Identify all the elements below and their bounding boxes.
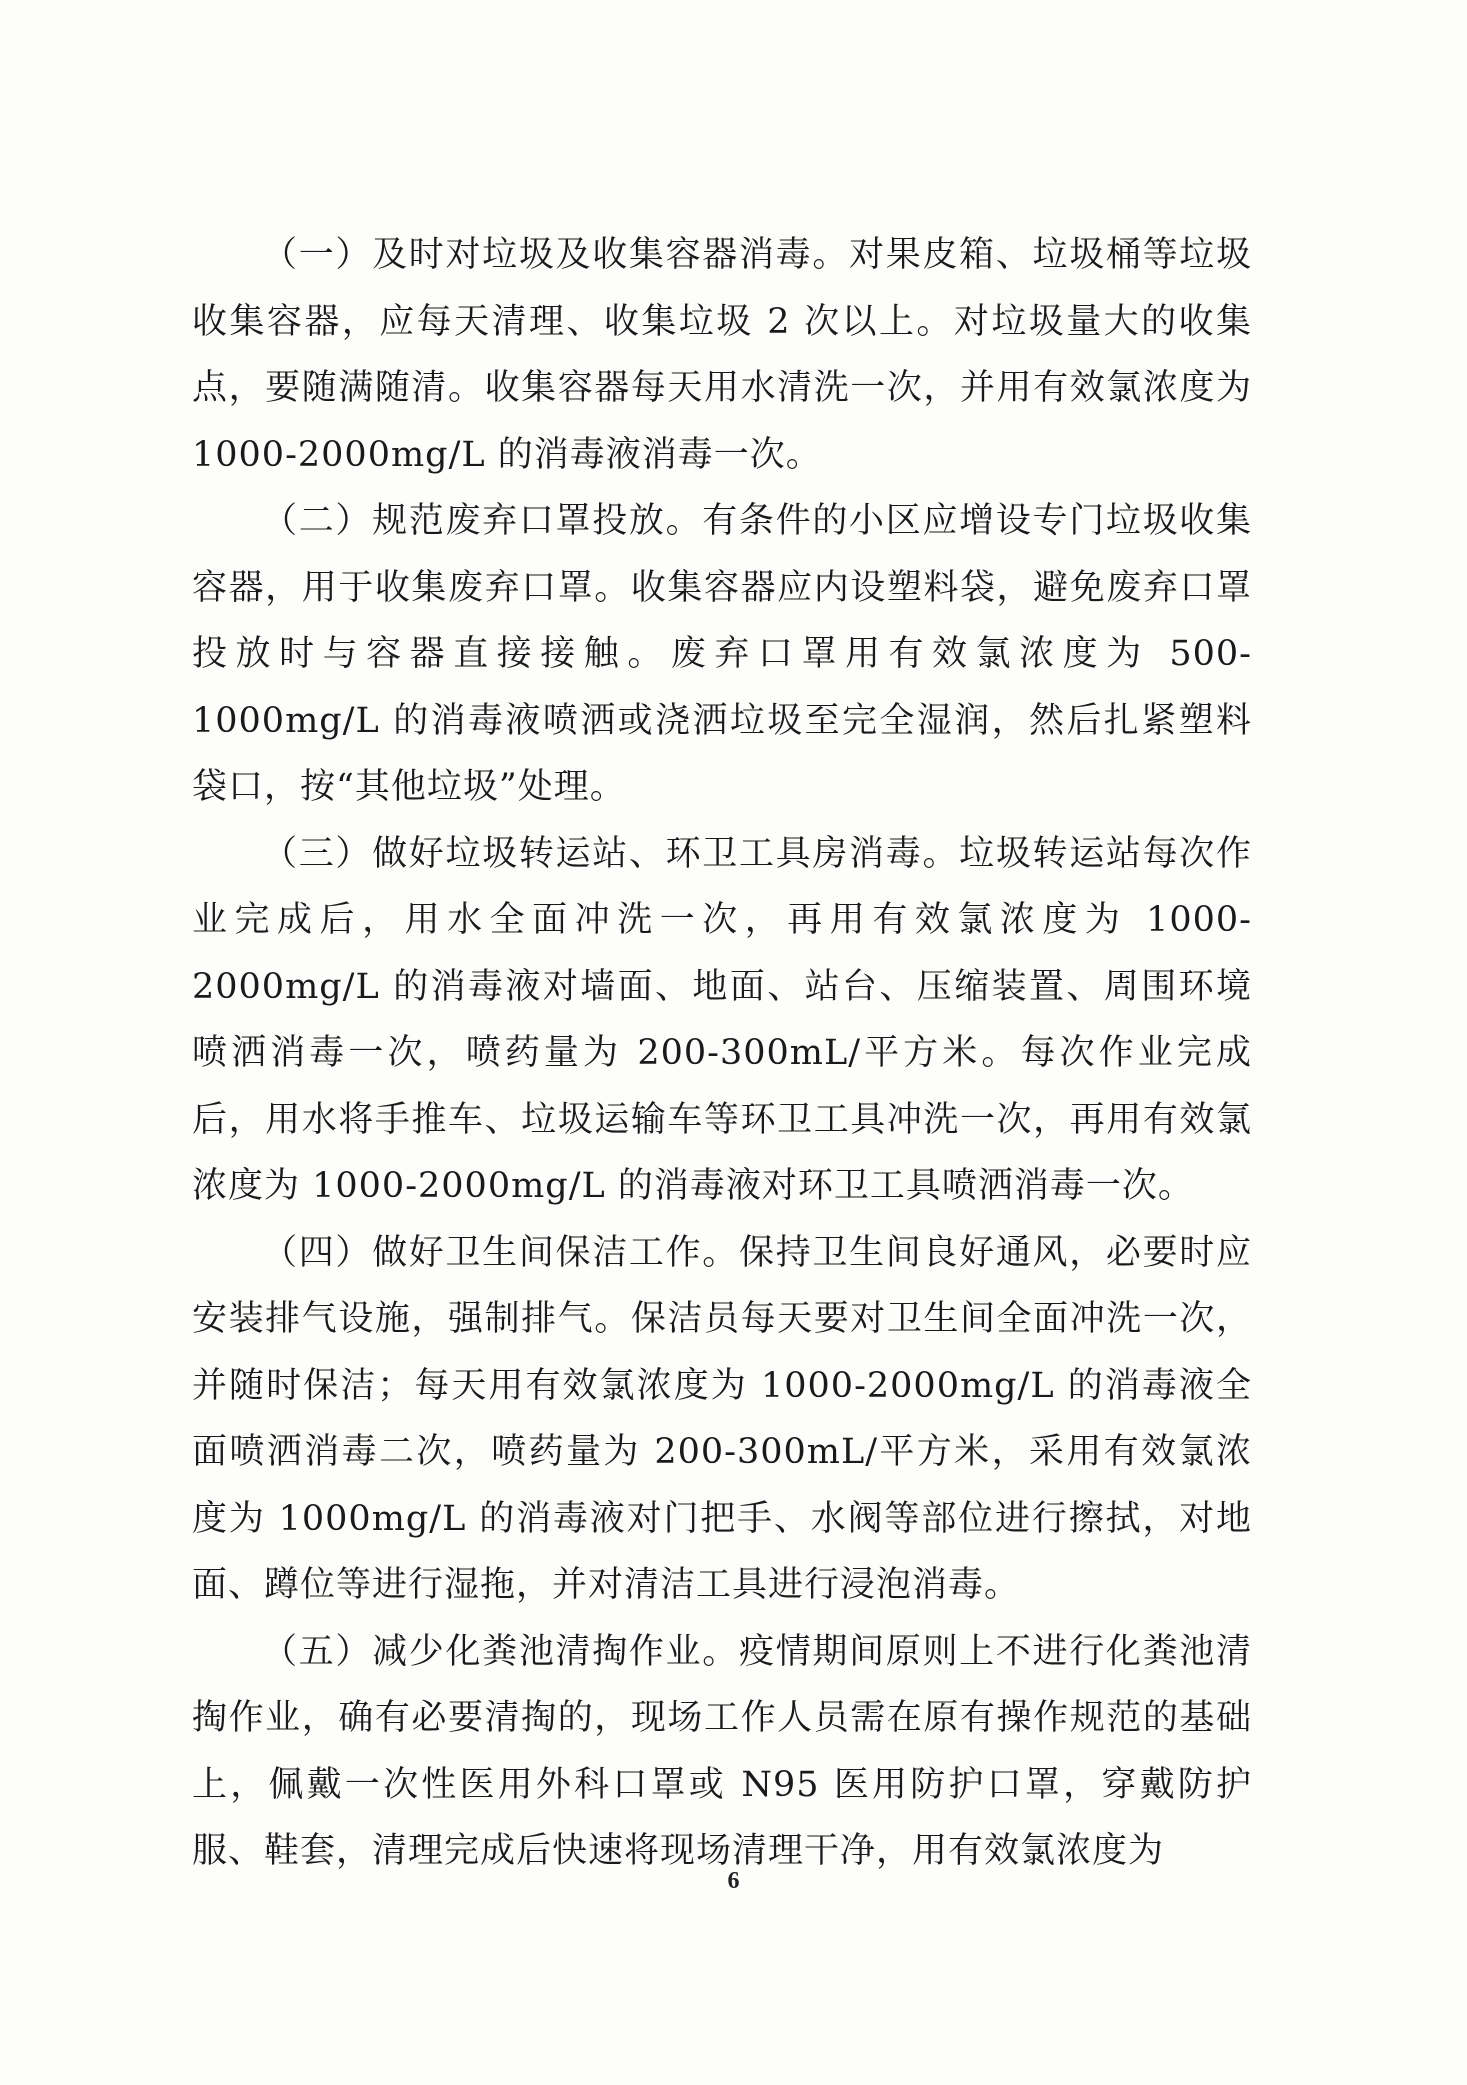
paragraph-heading: （二）规范废弃口罩投放。: [262, 501, 703, 541]
document-body: [192, 222, 1252, 1885]
paragraph-text: 垃圾转运站每次作业完成后，用水全面冲洗一次，再用有效氯浓度为 1000-2000mg/L 的消毒液对墙面、地面、站台、压缩装置、周围环境喷洒消毒一次，喷药量为 200-300mL/平方米。每次作业完成后，用水将手推车、垃圾运输车等环卫工具冲洗一次，再用有效氯浓度为 1000-2000mg/L 的消毒液对环卫工具喷洒消毒一次。: [192, 833, 1252, 1206]
paragraph-5: [192, 1619, 1252, 1885]
paragraph-4: [192, 1220, 1252, 1619]
paragraph-text: 对果皮箱、垃圾桶等垃圾收集容器，应每天清理、收集垃圾 2 次以上。对垃圾量大的收集点，要随满随清。收集容器每天用水清洗一次，并用有效氯浓度为 1000-2000mg/L 的消毒液消毒一次。: [192, 235, 1252, 475]
paragraph-1: [192, 222, 1252, 488]
paragraph-heading: （四）做好卫生间保洁工作。: [262, 1232, 739, 1273]
paragraph-text: 疫情期间原则上不进行化粪池清掏作业，确有必要清掏的，现场工作人员需在原有操作规范的基础上，佩戴一次性医用外科口罩或 N95 医用防护口罩，穿戴防护服、鞋套，清理完成后快速将现场清理干净，用有效氯浓度为: [192, 1631, 1252, 1871]
page-number: 6: [727, 1868, 740, 1894]
paragraph-3: [192, 821, 1252, 1220]
paragraph-heading: （一）及时对垃圾及收集容器消毒。: [262, 235, 850, 275]
paragraph-text: 保持卫生间良好通风，必要时应安装排气设施，强制排气。保洁员每天要对卫生间全面冲洗一次，并随时保洁；每天用有效氯浓度为 1000-2000mg/L 的消毒液全面喷洒消毒二次，喷药量为 200-300mL/平方米，采用有效氯浓度为 1000mg/L 的消毒液对门把手、水阀等部位进行擦拭，对地面、蹲位等进行湿拖，并对清洁工具进行浸泡消毒。: [192, 1232, 1252, 1605]
paragraph-heading: （五）减少化粪池清掏作业。: [262, 1631, 739, 1672]
paragraph-heading: （三）做好垃圾转运站、环卫工具房消毒。: [262, 833, 960, 874]
paragraph-text: 有条件的小区应增设专门垃圾收集容器，用于收集废弃口罩。收集容器应内设塑料袋，避免废弃口罩投放时与容器直接接触。废弃口罩用有效氯浓度为 500-1000mg/L 的消毒液喷洒或浇洒垃圾至完全湿润，然后扎紧塑料袋口，按“其他垃圾”处理。: [192, 501, 1252, 807]
paragraph-2: [192, 488, 1252, 821]
